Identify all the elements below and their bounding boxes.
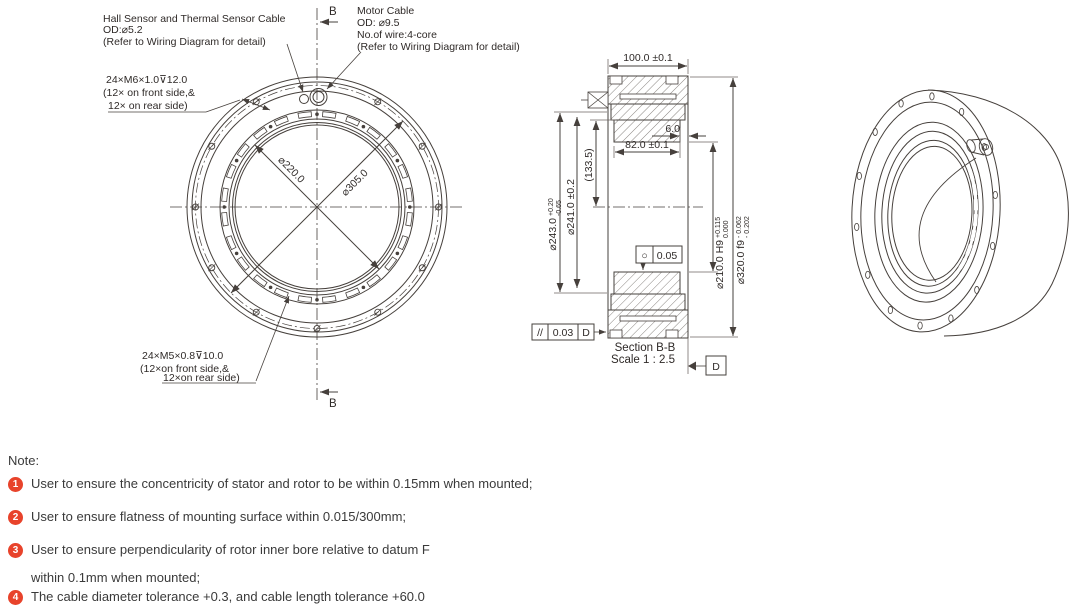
note-text-4: The cable diameter tolerance +0.3, and cable length tolerance +60.0 — [31, 589, 425, 604]
m6-callout-line1: 24×M6×1.0⊽12.0 — [106, 74, 188, 86]
notch-bottom-right — [666, 330, 678, 338]
parallelism-symbol: // — [537, 327, 543, 339]
note-text-3b: within 0.1mm when mounted; — [31, 570, 201, 585]
iso-bore-back-edge — [919, 158, 976, 282]
stator-stack-bottom — [614, 272, 680, 294]
ring-section-top — [611, 104, 685, 120]
note-item-3 — [8, 542, 430, 558]
dia-305-label: ⌀305.0 — [339, 167, 371, 199]
notes-section — [0, 448, 1074, 607]
dim-210-label: ⌀210.0 H9 — [714, 240, 726, 289]
note-item-4 — [8, 589, 425, 605]
note-item-3-cont — [31, 570, 200, 585]
hall-callout-line1: Hall Sensor and Thermal Sensor Cable — [103, 13, 286, 25]
iso-cable-connector — [965, 137, 995, 157]
dim-243-upper: +0.20 — [548, 198, 555, 216]
note-text-1: User to ensure the concentricity of stator and rotor to be within 0.15mm when mounted; — [31, 476, 533, 491]
motor-callout-line1: Motor Cable — [357, 5, 415, 17]
slot-top — [620, 94, 676, 99]
parallelism-datum: D — [582, 327, 590, 339]
dim-243-lower: -0.65 — [556, 200, 563, 216]
ring-section-bottom — [611, 294, 685, 310]
note-badge-3: 3 — [8, 543, 23, 558]
m5-callout-line2: (12×on front side,& — [140, 363, 230, 375]
datum-flag-label: D — [712, 361, 720, 373]
circularity-value: 0.05 — [656, 250, 678, 262]
datum-flag — [688, 356, 726, 375]
dim-243-label: ⌀243.0 — [547, 218, 559, 251]
slot-bottom — [620, 316, 676, 321]
iso-view — [846, 86, 1069, 336]
section-label-b-top: B — [329, 6, 337, 18]
motor-callout-line4: (Refer to Wiring Diagram for detail) — [357, 41, 520, 53]
hall-cable-exit — [300, 95, 309, 104]
note-item-2 — [8, 509, 406, 525]
motor-cable-exit-inner — [313, 92, 324, 103]
dim-320-label: ⌀320.0 f9 — [735, 240, 747, 285]
section-title: Section B-B — [614, 342, 676, 354]
dim-6-label: 6.0 — [665, 123, 680, 135]
dim-100-label: 100.0 ±0.1 — [623, 52, 673, 64]
front-view-labels — [103, 5, 520, 410]
m5-callout-line1: 24×M5×0.8⊽10.0 — [142, 350, 224, 362]
iso-bolt-holes — [854, 93, 997, 329]
dim-320-upper: - 0.062 — [736, 216, 743, 238]
dim-241-label: ⌀241.0 ±0.2 — [565, 179, 577, 235]
dim-320-lower: - 0.202 — [744, 216, 751, 238]
motor-callout-line3: No.of wire:4-core — [357, 29, 437, 41]
circularity-symbol: ○ — [641, 250, 648, 262]
notes-title: Note: — [8, 453, 40, 468]
m5-callout-line3: 12×on rear side) — [163, 372, 240, 384]
dim-210-upper: +0.115 — [715, 216, 722, 238]
dim-133-label: (133.5) — [583, 148, 595, 182]
notch-top-left — [610, 76, 622, 84]
dim-210-lower: 0.000 — [723, 220, 730, 238]
notch-bottom-left — [610, 330, 622, 338]
hall-callout-line3: (Refer to Wiring Diagram for detail) — [103, 36, 266, 48]
m6-callout-line2: (12× on front side,& — [103, 87, 195, 99]
note-text-2: User to ensure flatness of mounting surface within 0.015/300mm; — [31, 509, 407, 524]
motor-callout-line2: OD: ⌀9.5 — [357, 17, 400, 29]
parallelism-value: 0.03 — [552, 327, 574, 339]
iso-outer-face — [846, 86, 1006, 335]
iso-stator-od — [878, 129, 982, 296]
note-item-1 — [8, 476, 532, 492]
dia-220-label: ⌀220.0 — [275, 154, 307, 186]
hall-callout-line2: OD:⌀5.2 — [103, 24, 143, 36]
dim-82-label: 82.0 ±0.1 — [625, 139, 669, 151]
notch-top-right — [666, 76, 678, 84]
section-label-b-bottom: B — [329, 398, 337, 410]
note-badge-1: 1 — [8, 477, 23, 492]
note-text-3: User to ensure perpendicularity of rotor inner bore relative to datum F — [31, 542, 430, 557]
note-badge-4: 4 — [8, 590, 23, 605]
iso-teeth-gaps — [881, 133, 980, 292]
front-view — [108, 8, 464, 402]
m6-callout-line3: 12× on rear side) — [108, 100, 188, 112]
note-badge-2: 2 — [8, 510, 23, 525]
section-scale: Scale 1 : 2.5 — [611, 354, 675, 366]
